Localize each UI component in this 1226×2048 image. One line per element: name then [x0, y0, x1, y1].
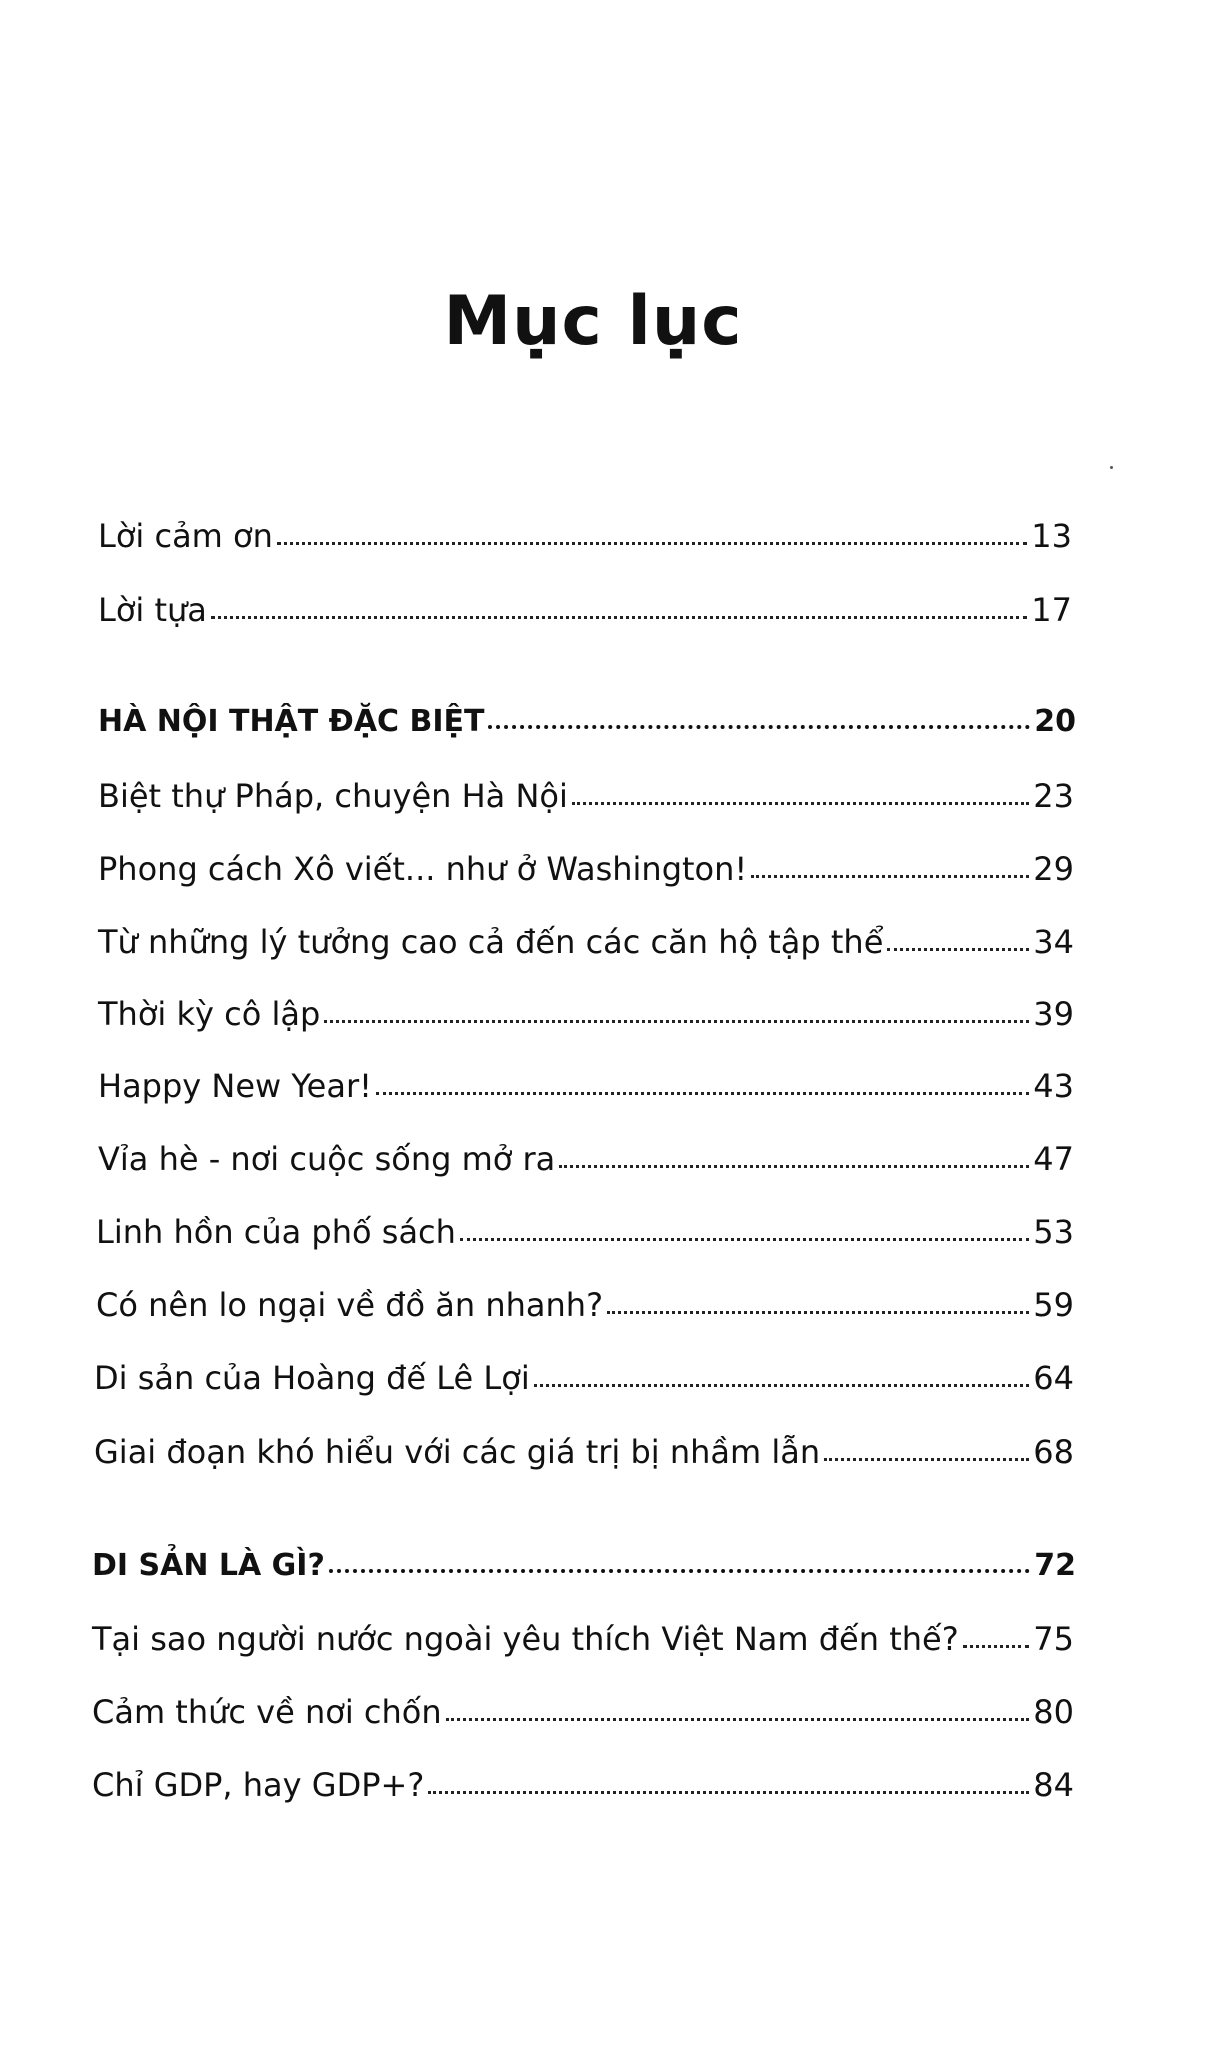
toc-dot-leader: [607, 1307, 1029, 1314]
toc-section-ha-noi: [98, 702, 1076, 742]
scan-speck: [1110, 466, 1113, 469]
toc-section-page: 20: [1034, 704, 1076, 739]
toc-entry-page: 23: [1033, 777, 1074, 815]
toc-dot-leader: [751, 871, 1029, 878]
toc-entry-title: Cảm thức về nơi chốn: [92, 1693, 442, 1731]
toc-dot-leader: [376, 1088, 1029, 1095]
toc-entry-title: Lời cảm ơn: [98, 517, 273, 555]
toc-entry-ly-tuong-cao-ca: [98, 922, 1074, 962]
toc-entry-title: Giai đoạn khó hiểu với các giá trị bị nhầm lẫn: [94, 1433, 821, 1471]
toc-dot-leader: [963, 1641, 1030, 1648]
toc-entry-linh-hon-pho-sach: [96, 1212, 1074, 1252]
toc-entry-title: Thời kỳ cô lập: [98, 995, 321, 1033]
toc-entry-title: Linh hồn của phố sách: [96, 1213, 456, 1251]
toc-dot-leader: [559, 1161, 1029, 1168]
toc-dot-leader: [572, 798, 1029, 805]
toc-entry-title: Chỉ GDP, hay GDP+?: [92, 1766, 425, 1804]
toc-dot-leader: [887, 944, 1029, 951]
toc-entry-page: 59: [1033, 1286, 1074, 1324]
toc-entry-page: 53: [1033, 1213, 1074, 1251]
toc-entry-hoang-de-le-loi: [94, 1358, 1074, 1398]
toc-entry-page: 47: [1033, 1140, 1074, 1178]
toc-entry-title: Tại sao người nước ngoài yêu thích Việt Nam đến thế?: [92, 1620, 959, 1658]
toc-entry-page: 80: [1033, 1693, 1074, 1731]
toc-entry-do-an-nhanh: [96, 1285, 1074, 1325]
toc-entry-page: 68: [1033, 1433, 1074, 1471]
toc-section-page: 72: [1034, 1548, 1076, 1583]
toc-dot-leader: [460, 1234, 1029, 1241]
toc-entry-happy-new-year: [98, 1066, 1074, 1106]
toc-dot-leader: [824, 1454, 1029, 1461]
toc-entry-page: 13: [1031, 517, 1072, 555]
toc-dot-leader: [329, 1565, 1030, 1573]
toc-entry-loi-tua: [98, 590, 1072, 630]
toc-entry-gia-tri-nham-lan: [94, 1432, 1074, 1472]
toc-entry-phong-cach-xo-viet: [98, 849, 1074, 889]
toc-entry-title: Phong cách Xô viết... như ở Washington!: [98, 850, 748, 888]
toc-entry-page: 34: [1033, 923, 1074, 961]
toc-entry-page: 29: [1033, 850, 1074, 888]
toc-entry-via-he: [98, 1139, 1074, 1179]
toc-dot-leader: [324, 1016, 1029, 1023]
toc-dot-leader: [277, 538, 1027, 545]
toc-dot-leader: [488, 721, 1030, 729]
toc-entry-page: 64: [1033, 1359, 1074, 1397]
toc-entry-loi-cam-on: [98, 516, 1072, 556]
toc-entry-page: 43: [1033, 1067, 1074, 1105]
toc-entry-gdp: [92, 1765, 1074, 1805]
toc-entry-nguoi-nuoc-ngoai: [92, 1619, 1074, 1659]
toc-entry-title: Từ những lý tưởng cao cả đến các căn hộ tập thể: [98, 923, 884, 961]
toc-entry-title: Vỉa hè - nơi cuộc sống mở ra: [98, 1140, 556, 1178]
toc-entry-title: Biệt thự Pháp, chuyện Hà Nội: [98, 777, 568, 815]
toc-entry-page: 17: [1031, 591, 1072, 629]
toc-dot-leader: [534, 1380, 1030, 1387]
toc-entry-page: 75: [1033, 1620, 1074, 1658]
page-title: Mục lục: [443, 282, 743, 361]
toc-dot-leader: [446, 1714, 1030, 1721]
toc-dot-leader: [211, 612, 1027, 619]
toc-entry-title: Happy New Year!: [98, 1067, 372, 1105]
toc-section-title: HÀ NỘI THẬT ĐẶC BIỆT: [98, 704, 485, 739]
toc-entry-thoi-ky-co-lap: [98, 994, 1074, 1034]
toc-section-di-san: [92, 1546, 1076, 1586]
toc-dot-leader: [428, 1787, 1029, 1794]
toc-section-title: DI SẢN LÀ GÌ?: [92, 1548, 325, 1583]
toc-entry-page: 39: [1033, 995, 1074, 1033]
toc-entry-title: Có nên lo ngại về đồ ăn nhanh?: [96, 1286, 604, 1324]
toc-entry-cam-thuc-noi-chon: [92, 1692, 1074, 1732]
toc-entry-biet-thu-phap: [98, 776, 1074, 816]
toc-entry-title: Di sản của Hoàng đế Lê Lợi: [94, 1359, 530, 1397]
toc-entry-title: Lời tựa: [98, 591, 207, 629]
toc-entry-page: 84: [1033, 1766, 1074, 1804]
